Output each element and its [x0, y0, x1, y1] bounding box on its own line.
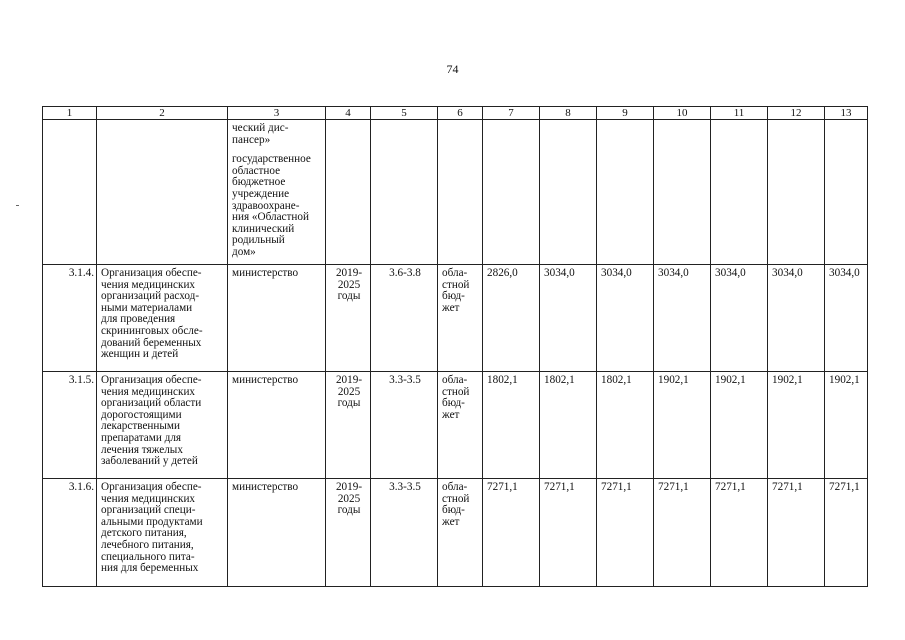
item-value: 7271,1 [654, 479, 711, 587]
column-number-row [43, 107, 868, 120]
item-executor: министерство [228, 479, 326, 587]
continued-row [43, 120, 868, 265]
column-header: 7 [483, 107, 540, 120]
item-source: обла- стной бюд- жет [438, 265, 483, 372]
table-cell [825, 120, 868, 265]
column-header: 6 [438, 107, 483, 120]
item-value: 3034,0 [597, 265, 654, 372]
item-indicator: 3.3-3.5 [371, 372, 438, 479]
item-value: 7271,1 [711, 479, 768, 587]
table-cell [597, 120, 654, 265]
item-years: 2019- 2025 годы [326, 479, 371, 587]
item-years: 2019- 2025 годы [326, 265, 371, 372]
column-header: 10 [654, 107, 711, 120]
column-header: 4 [326, 107, 371, 120]
item-indicator: 3.3-3.5 [371, 479, 438, 587]
item-value: 3034,0 [711, 265, 768, 372]
table-cell [540, 120, 597, 265]
item-number: 3.1.6. [43, 479, 97, 587]
item-value: 7271,1 [825, 479, 868, 587]
item-value: 1802,1 [540, 372, 597, 479]
executor-cell [228, 120, 326, 265]
item-number: 3.1.4. [43, 265, 97, 372]
item-name: Организация обеспе- чения медицинских организаций расход- ными материалами для проведения скрининговых обсле- дований беременных женщин и детей [97, 265, 228, 372]
item-value: 7271,1 [768, 479, 825, 587]
table-cell [483, 120, 540, 265]
executor-continuation: ческий дис- пансер» [232, 122, 289, 146]
column-header: 12 [768, 107, 825, 120]
item-indicator: 3.6-3.8 [371, 265, 438, 372]
column-header: 2 [97, 107, 228, 120]
item-value: 3034,0 [654, 265, 711, 372]
item-years: 2019- 2025 годы [326, 372, 371, 479]
item-value: 1902,1 [654, 372, 711, 479]
column-header: 1 [43, 107, 97, 120]
item-number: 3.1.5. [43, 372, 97, 479]
table-cell [438, 120, 483, 265]
item-value: 7271,1 [540, 479, 597, 587]
item-executor: министерство [228, 265, 326, 372]
column-header: 3 [228, 107, 326, 120]
column-header: 13 [825, 107, 868, 120]
item-value: 3034,0 [540, 265, 597, 372]
item-value: 3034,0 [768, 265, 825, 372]
item-value: 2826,0 [483, 265, 540, 372]
table-cell [97, 120, 228, 265]
item-value: 1802,1 [483, 372, 540, 479]
item-value: 7271,1 [483, 479, 540, 587]
table-row [43, 372, 868, 479]
table-row [43, 479, 868, 587]
item-name: Организация обеспе- чения медицинских организаций специ- альными продуктами детского питания, лечебного питания, специального пита- ния для беременных [97, 479, 228, 587]
item-value: 1902,1 [768, 372, 825, 479]
table-cell [43, 120, 97, 265]
executor-institution: государственное областное бюджетное учреждение здравоохране- ния «Областной клинический родильный дом» [232, 153, 311, 258]
table-cell [654, 120, 711, 265]
item-value: 3034,0 [825, 265, 868, 372]
column-header: 8 [540, 107, 597, 120]
item-value: 1902,1 [711, 372, 768, 479]
item-source: обла- стной бюд- жет [438, 479, 483, 587]
column-header: 9 [597, 107, 654, 120]
column-header: 5 [371, 107, 438, 120]
scan-edge-mark [16, 205, 19, 206]
item-value: 1902,1 [825, 372, 868, 479]
item-executor: министерство [228, 372, 326, 479]
column-header: 11 [711, 107, 768, 120]
page-number: 74 [446, 62, 459, 76]
item-source: обла- стной бюд- жет [438, 372, 483, 479]
item-name: Организация обеспе- чения медицинских организаций области дорогостоящими лекарственными препаратами для лечения тяжелых заболеваний у детей [97, 372, 228, 479]
program-table [42, 106, 868, 587]
table-cell [711, 120, 768, 265]
table-cell [768, 120, 825, 265]
table-row [43, 265, 868, 372]
item-value: 7271,1 [597, 479, 654, 587]
table-cell [326, 120, 371, 265]
item-value: 1802,1 [597, 372, 654, 479]
table-cell [371, 120, 438, 265]
